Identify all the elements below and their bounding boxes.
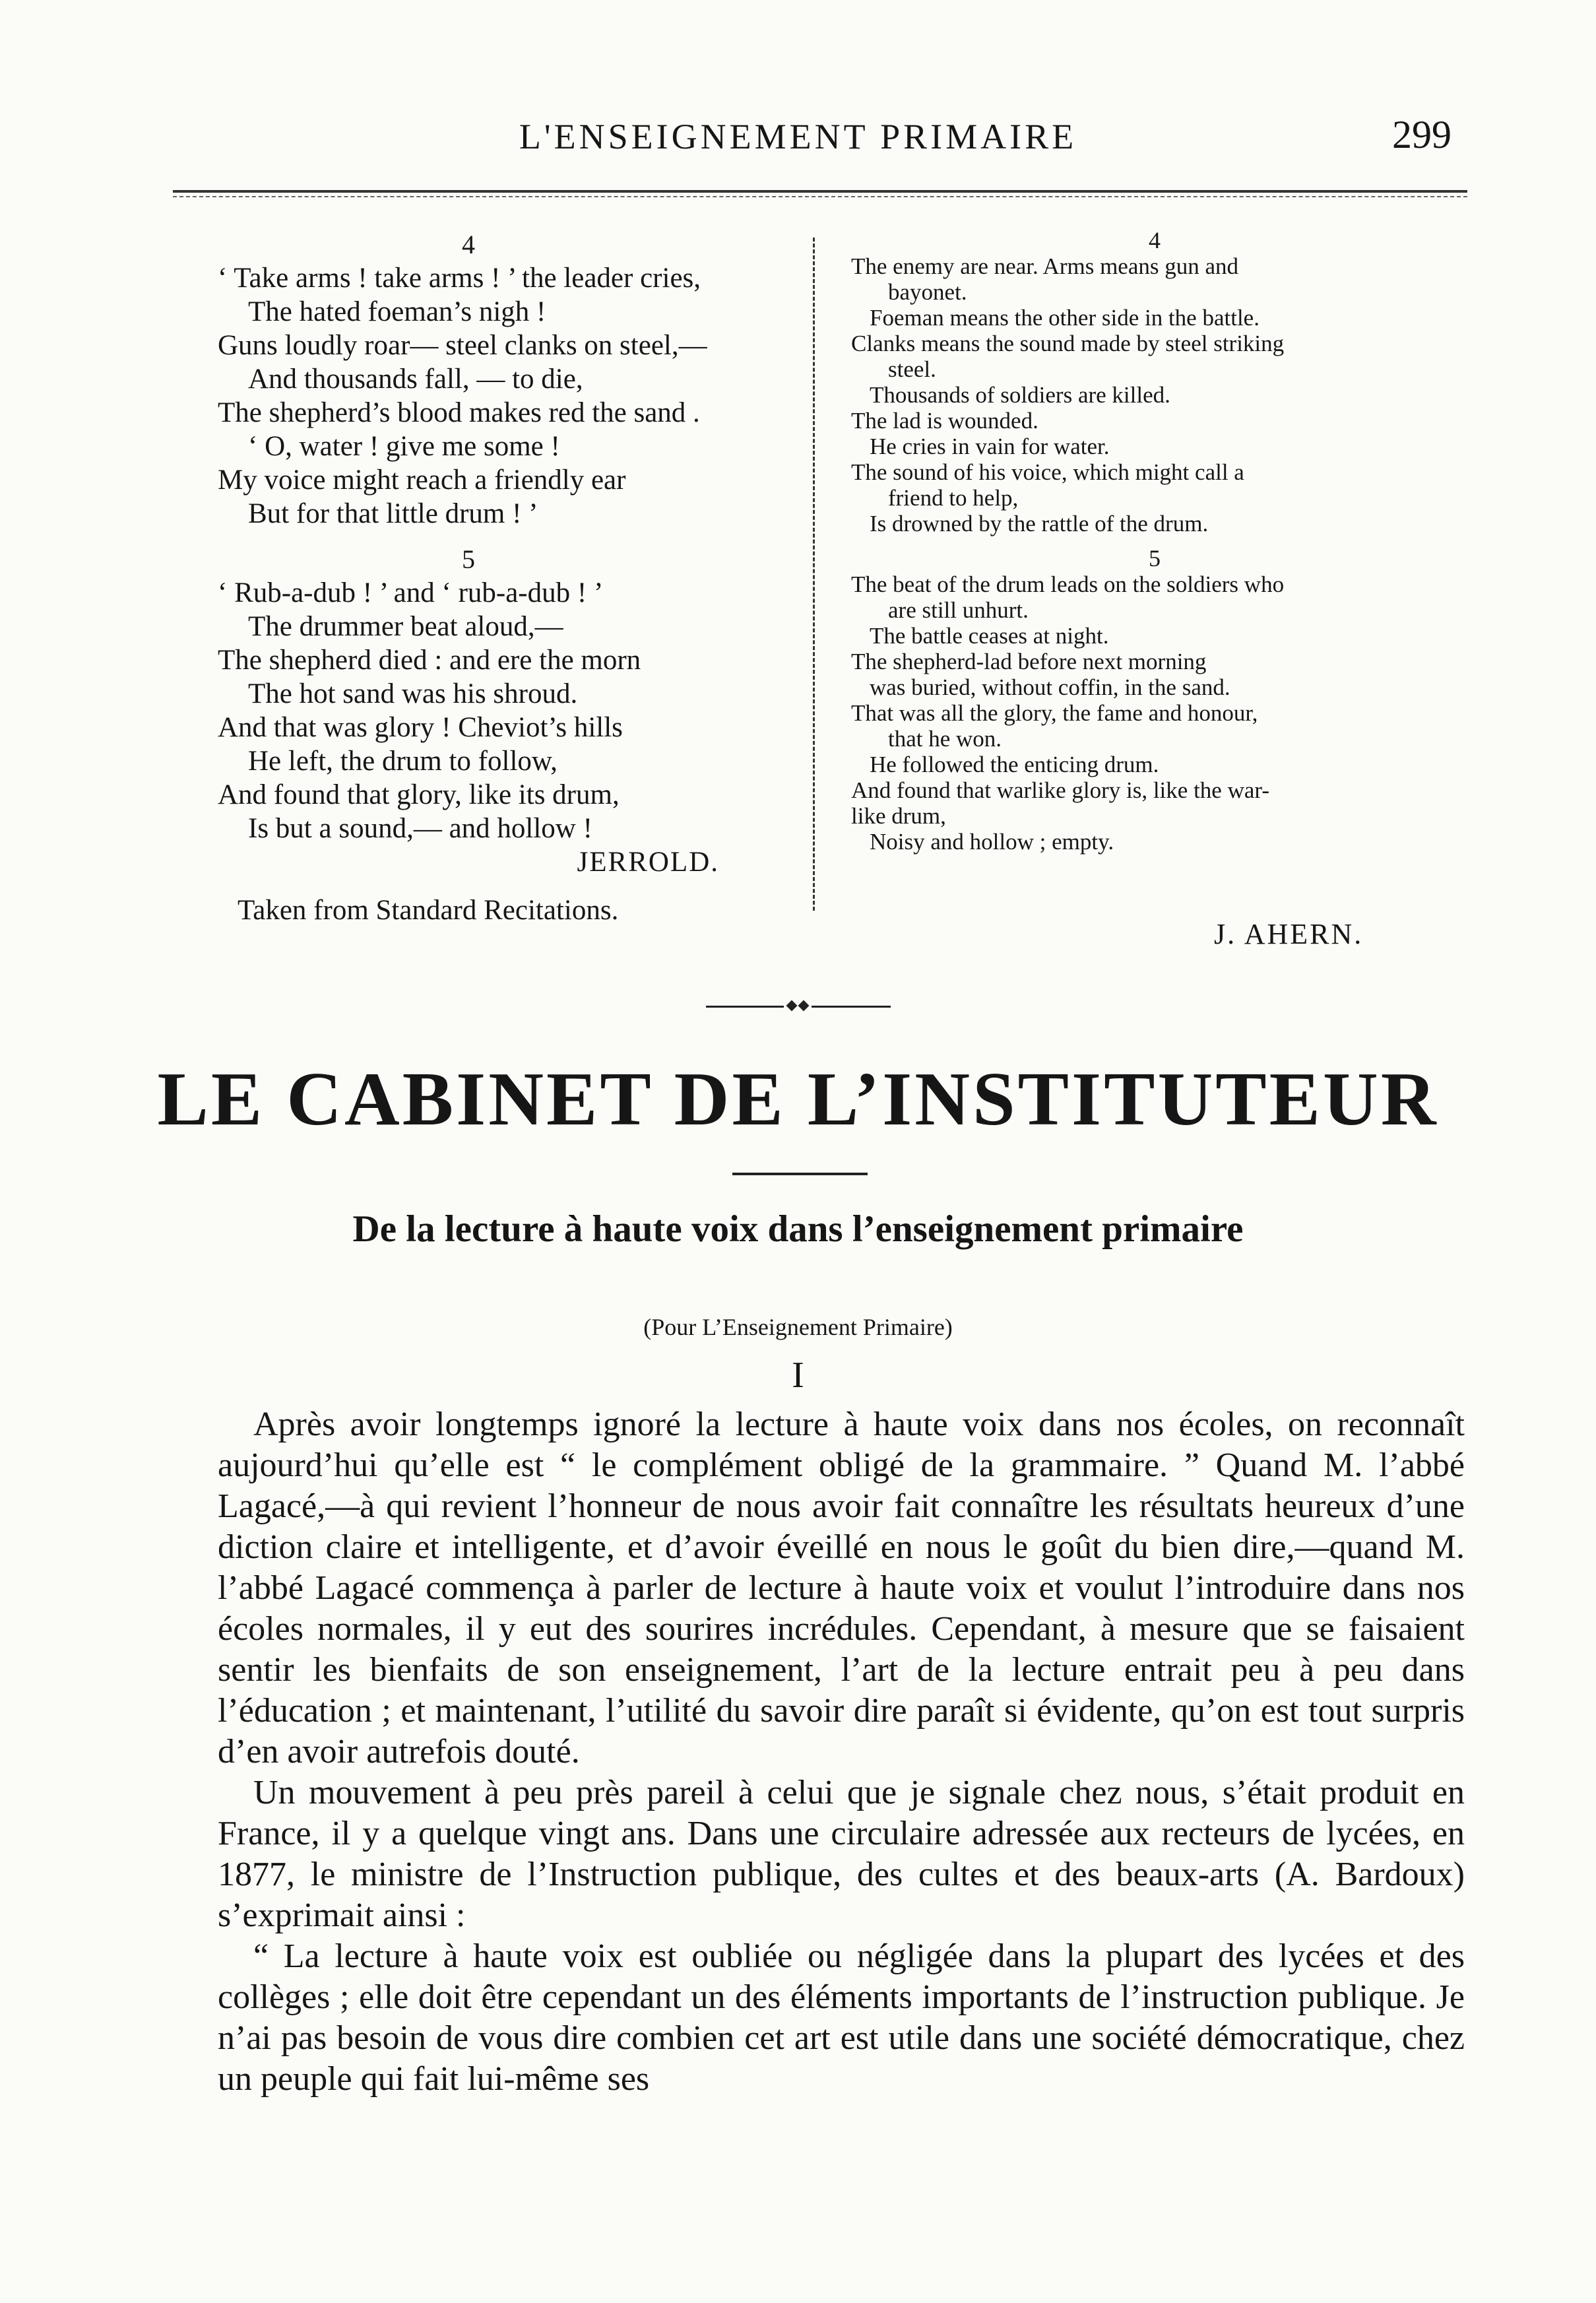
note-line: bayonet. <box>888 279 967 305</box>
note-line: He followed the enticing drum. <box>870 752 1159 777</box>
article-body <box>218 1404 1465 2100</box>
poem-line: The shepherd’s blood makes red the sand . <box>218 397 700 428</box>
poem-source: Taken from Standard Recitations. <box>238 895 619 926</box>
note-line: Clanks means the sound made by steel striking <box>851 331 1285 356</box>
poem-line: He left, the drum to follow, <box>248 746 558 777</box>
article-credit: (Pour L’Enseignement Primaire) <box>643 1314 953 1340</box>
paragraph: Un mouvement à peu près pareil à celui que je signale chez nous, s’était produit en France, il y a quelque vingt ans. Dans une circulaire adressée aux recteurs de lycées, en 1877, le ministre de l’Instruction publique, des cultes et des beaux-arts (A. Bardoux) s’exprimait ainsi : <box>218 1774 1465 1934</box>
poem-signature: JERROLD. <box>577 847 719 878</box>
poem-line: My voice might reach a friendly ear <box>218 465 626 496</box>
notes-author: J. AHERN. <box>1214 918 1364 950</box>
note-line: Is drowned by the rattle of the drum. <box>870 511 1209 536</box>
poem-line: And thousands fall, — to die, <box>248 364 583 395</box>
article-subtitle: De la lecture à haute voix dans l’enseignement primaire <box>352 1208 1244 1250</box>
note-number: 4 <box>1149 227 1161 253</box>
note-line: Thousands of soldiers are killed. <box>870 382 1170 408</box>
note-line: And found that warlike glory is, like the war- <box>851 777 1269 803</box>
note-line: The enemy are near. Arms means gun and <box>851 253 1239 279</box>
poem-line: And that was glory ! Cheviot’s hills <box>218 712 623 743</box>
poem-line: The drummer beat aloud,— <box>248 611 563 642</box>
note-number: 5 <box>1149 545 1161 571</box>
note-line: He cries in vain for water. <box>870 434 1110 459</box>
header-rule-dashed <box>173 196 1467 197</box>
stanza-number: 5 <box>462 544 475 574</box>
note-line: like drum, <box>851 803 946 829</box>
title-rule <box>732 1173 868 1175</box>
poem-line: Is but a sound,— and hollow ! <box>248 813 592 844</box>
note-line: The sound of his voice, which might call a <box>851 459 1244 485</box>
poem-line: ‘ Rub-a-dub ! ’ and ‘ rub-a-dub ! ’ <box>218 577 604 608</box>
note-line: are still unhurt. <box>888 597 1029 623</box>
note-line: friend to help, <box>888 485 1019 511</box>
poem-line: But for that little drum ! ’ <box>248 498 538 529</box>
note-line: Foeman means the other side in the battle. <box>870 305 1260 331</box>
poem-line: ‘ O, water ! give me some ! <box>248 431 560 462</box>
part-numeral: I <box>792 1355 804 1396</box>
note-line: was buried, without coffin, in the sand. <box>870 674 1230 700</box>
note-line: That was all the glory, the fame and honour, <box>851 700 1258 726</box>
note-line: The shepherd-lad before next morning <box>851 649 1207 674</box>
running-head: L'ENSEIGNEMENT PRIMAIRE <box>519 117 1077 156</box>
section-ornament <box>706 1000 891 1013</box>
poem-column <box>218 228 812 927</box>
note-line: The lad is wounded. <box>851 408 1038 434</box>
note-line: steel. <box>888 356 936 382</box>
note-line: that he won. <box>888 726 1002 752</box>
column-divider <box>813 238 815 911</box>
note-line: The battle ceases at night. <box>870 623 1109 649</box>
poem-line: The shepherd died : and ere the morn <box>218 645 641 676</box>
poem-line: The hot sand was his shroud. <box>248 678 578 709</box>
poem-line: Guns loudly roar— steel clanks on steel,— <box>218 330 707 361</box>
notes-column <box>851 228 1458 855</box>
note-line: The beat of the drum leads on the soldiers who <box>851 571 1285 597</box>
paragraph: Après avoir longtemps ignoré la lecture à haute voix dans nos écoles, on reconnaît aujourd’hui qu’elle est “ le complément obligé de la grammaire. ” Quand M. l’abbé Lagacé,—à qui revient l’honneur de nous avoir fait connaître les résultats heureux d’une diction claire et intelligente, et d’avoir éveillé en nous le goût du bien dire,—quand M. l’abbé Lagacé commença à parler de lecture à haute voix et voulut l’introduire dans nos écoles normales, il y eut des sourires incrédules. Cependant, à mesure que se faisaient sentir les bienfaits de son enseignement, l’art de la lecture entrait peu à peu dans l’éducation ; et maintenant, l’utilité du savoir dire paraît si évidente, qu’on est tout surpris d’en avoir autrefois douté. <box>218 1406 1465 1770</box>
poem-line: The hated foeman’s nigh ! <box>248 296 546 327</box>
header-rule <box>173 190 1467 193</box>
page-number: 299 <box>1392 113 1452 156</box>
stanza-number: 4 <box>462 230 475 259</box>
note-line: Noisy and hollow ; empty. <box>870 829 1114 855</box>
paragraph: “ La lecture à haute voix est oubliée ou négligée dans la plupart des lycées et des collèges ; elle doit être cependant un des éléments importants de l’instruction publique. Je n’ai pas besoin de vous dire combien cet art est utile dans une société démocratique, chez un peuple qui fait lui-même ses <box>218 1937 1465 2098</box>
poem-line: ‘ Take arms ! take arms ! ’ the leader cries, <box>218 263 701 294</box>
poem-line: And found that glory, like its drum, <box>218 779 620 810</box>
section-title: LE CABINET DE L’INSTITUTEUR <box>157 1057 1439 1142</box>
